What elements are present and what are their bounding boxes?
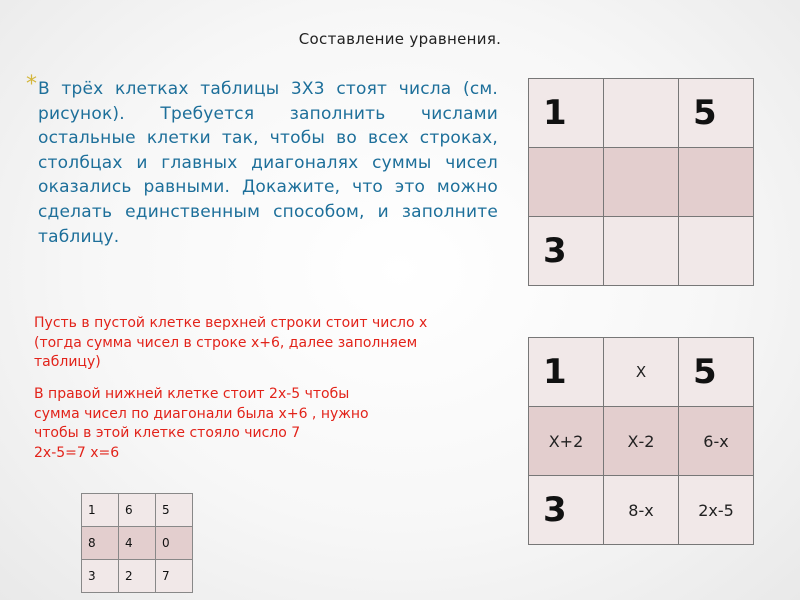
- grid-cell: 3: [529, 476, 604, 545]
- grid-cell: Х-2: [604, 407, 679, 476]
- grid-cell: [529, 148, 604, 217]
- grid-cell: 4: [119, 527, 156, 560]
- solution-step-1: Пусть в пустой клетке верхней строки стоит число х (тогда сумма чисел в строке х+6, далее заполняем таблицу): [34, 315, 428, 370]
- grid-cell: [604, 79, 679, 148]
- grid-cell: 6-х: [679, 407, 754, 476]
- answer-grid: [81, 493, 193, 593]
- grid-cell: [679, 148, 754, 217]
- grid-cell: 5: [156, 494, 193, 527]
- grid-cell: 5: [679, 338, 754, 407]
- grid-cell: 2: [119, 560, 156, 593]
- problem-text: В трёх клетках таблицы 3Х3 стоят числа (см. рисунок). Требуется заполнить числами остальные клетки так, чтобы во всех строках, столбцах и главных диагоналях суммы чисел оказались равными. Докажите, что это можно сделать единственным способом, и заполните таблицу.: [38, 79, 498, 247]
- bullet-asterisk: *: [26, 72, 37, 97]
- initial-grid: [528, 78, 754, 286]
- grid-cell: 6: [119, 494, 156, 527]
- solution-line: В правой нижней клетке стоит 2х-5 чтобы: [34, 386, 350, 402]
- solution-equation: 2х-5=7 х=6: [34, 444, 120, 461]
- grid-cell: 8-х: [604, 476, 679, 545]
- algebra-grid: [528, 337, 754, 545]
- grid-cell: Х: [604, 338, 679, 407]
- solution-step-2: [34, 385, 474, 463]
- grid-cell: 5: [679, 79, 754, 148]
- grid-cell: 2х-5: [679, 476, 754, 545]
- grid-cell: [679, 217, 754, 286]
- grid-cell: 1: [529, 338, 604, 407]
- grid-cell: 3: [529, 217, 604, 286]
- grid-cell: [604, 217, 679, 286]
- grid-cell: 0: [156, 527, 193, 560]
- slide-title: Составление уравнения.: [298, 30, 502, 48]
- grid-cell: 3: [82, 560, 119, 593]
- grid-cell: 7: [156, 560, 193, 593]
- solution-line: сумма чисел по диагонали была х+6 , нужно: [34, 405, 369, 422]
- grid-cell: [604, 148, 679, 217]
- grid-cell: 1: [529, 79, 604, 148]
- grid-cell: 1: [82, 494, 119, 527]
- grid-cell: Х+2: [529, 407, 604, 476]
- grid-cell: 8: [82, 527, 119, 560]
- solution-line: чтобы в этой клетке стояло число 7: [34, 425, 301, 441]
